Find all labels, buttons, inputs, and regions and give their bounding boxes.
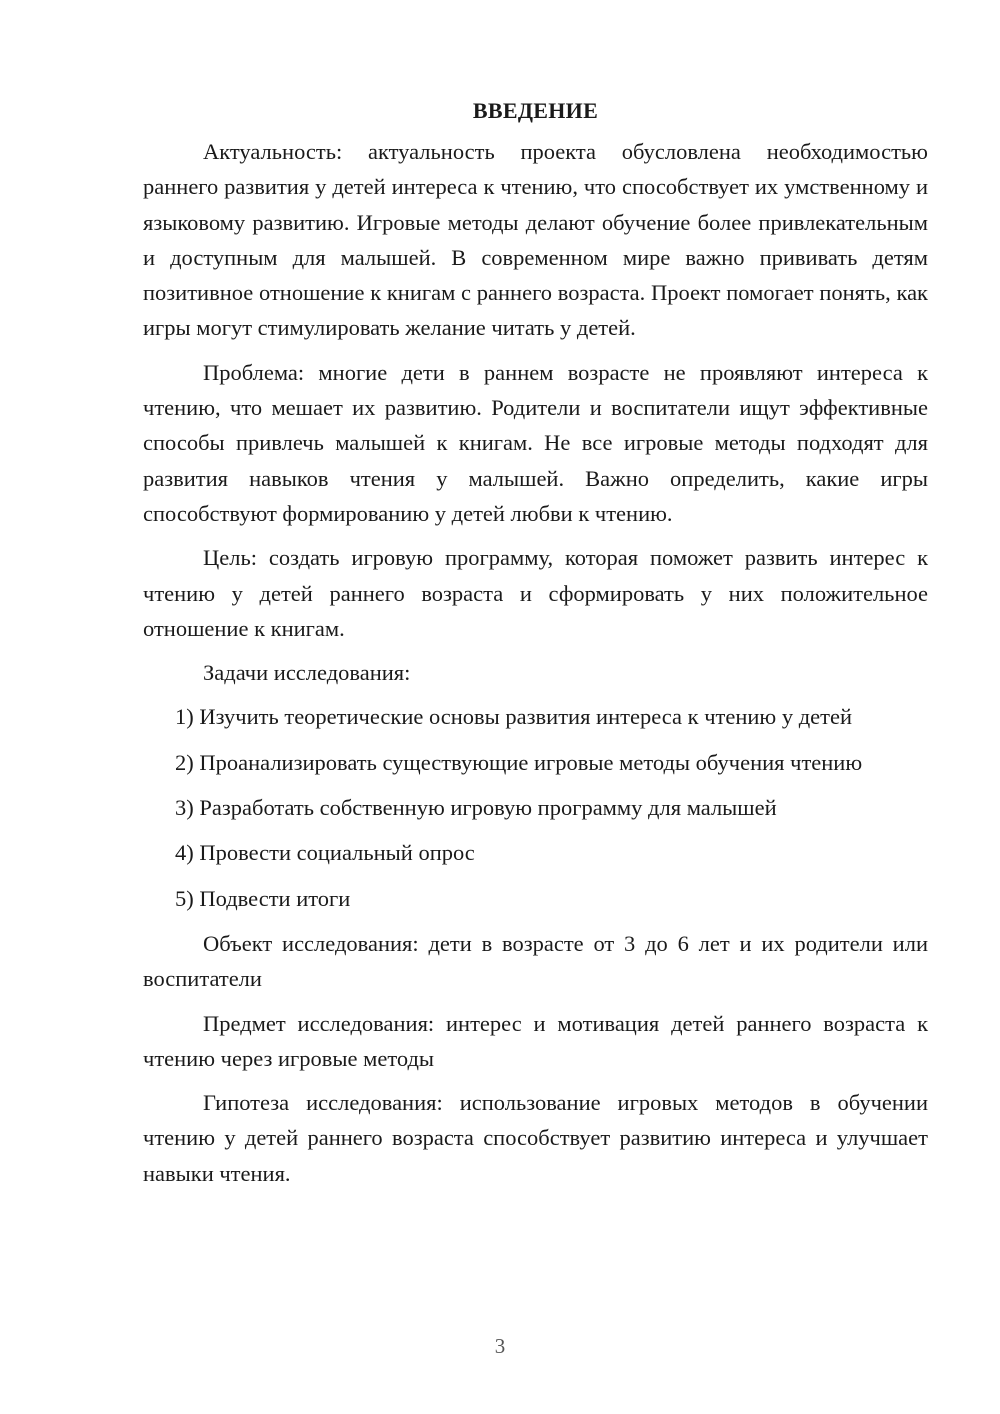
task-item: 2) Проанализировать существующие игровые методы обучения чтению [175, 749, 863, 775]
task-item: 5) Подвести итоги [175, 885, 351, 911]
paragraph-hypothesis: Гипотеза исследования: использование игровых методов в обучении чтению у детей раннего возраста способствует развитию интереса и улучшает навыки чтения. [143, 1090, 928, 1186]
document-page [143, 96, 928, 1200]
paragraph-subject: Предмет исследования: интерес и мотивация детей раннего возраста к чтению через игровые методы [143, 1010, 928, 1071]
task-item: 3) Разработать собственную игровую программу для малышей [175, 795, 777, 821]
task-item: 1) Изучить теоретические основы развития интереса к чтению у детей [175, 704, 853, 730]
paragraph-relevance: Актуальность: актуальность проекта обусловлена необходимостью раннего развития у детей интереса к чтению, что способствует их умственному и языковому развитию. Игровые методы делают обучение более привлекательным и доступным для малышей. В современном мире важно прививать детям позитивное отношение к книгам с раннего возраста. Проект помогает понять, как игры могут стимулировать желание читать у детей. [143, 139, 928, 341]
paragraph-object: Объект исследования: дети в возрасте от 3 до 6 лет и их родители или воспитатели [143, 930, 928, 992]
section-title: ВВЕДЕНИЕ [472, 98, 599, 123]
page-number: 3 [494, 1334, 506, 1358]
paragraph-goal: Цель: создать игровую программу, которая поможет развить интерес к чтению у детей раннего возраста и сформировать у них положительное отношение к книгам. [143, 545, 928, 641]
task-item: 4) Провести социальный опрос [175, 840, 475, 866]
paragraph-problem: Проблема: многие дети в раннем возрасте не проявляют интереса к чтению, что мешает их развитию. Родители и воспитатели ищут эффективные способы привлечь малышей к книгам. Не все игровые методы подходят для развития навыков чтения у малышей. Важно определить, какие игры способствуют формированию у детей любви к чтению. [143, 359, 928, 526]
paragraph-tasks-heading: Задачи исследования: [203, 660, 411, 686]
